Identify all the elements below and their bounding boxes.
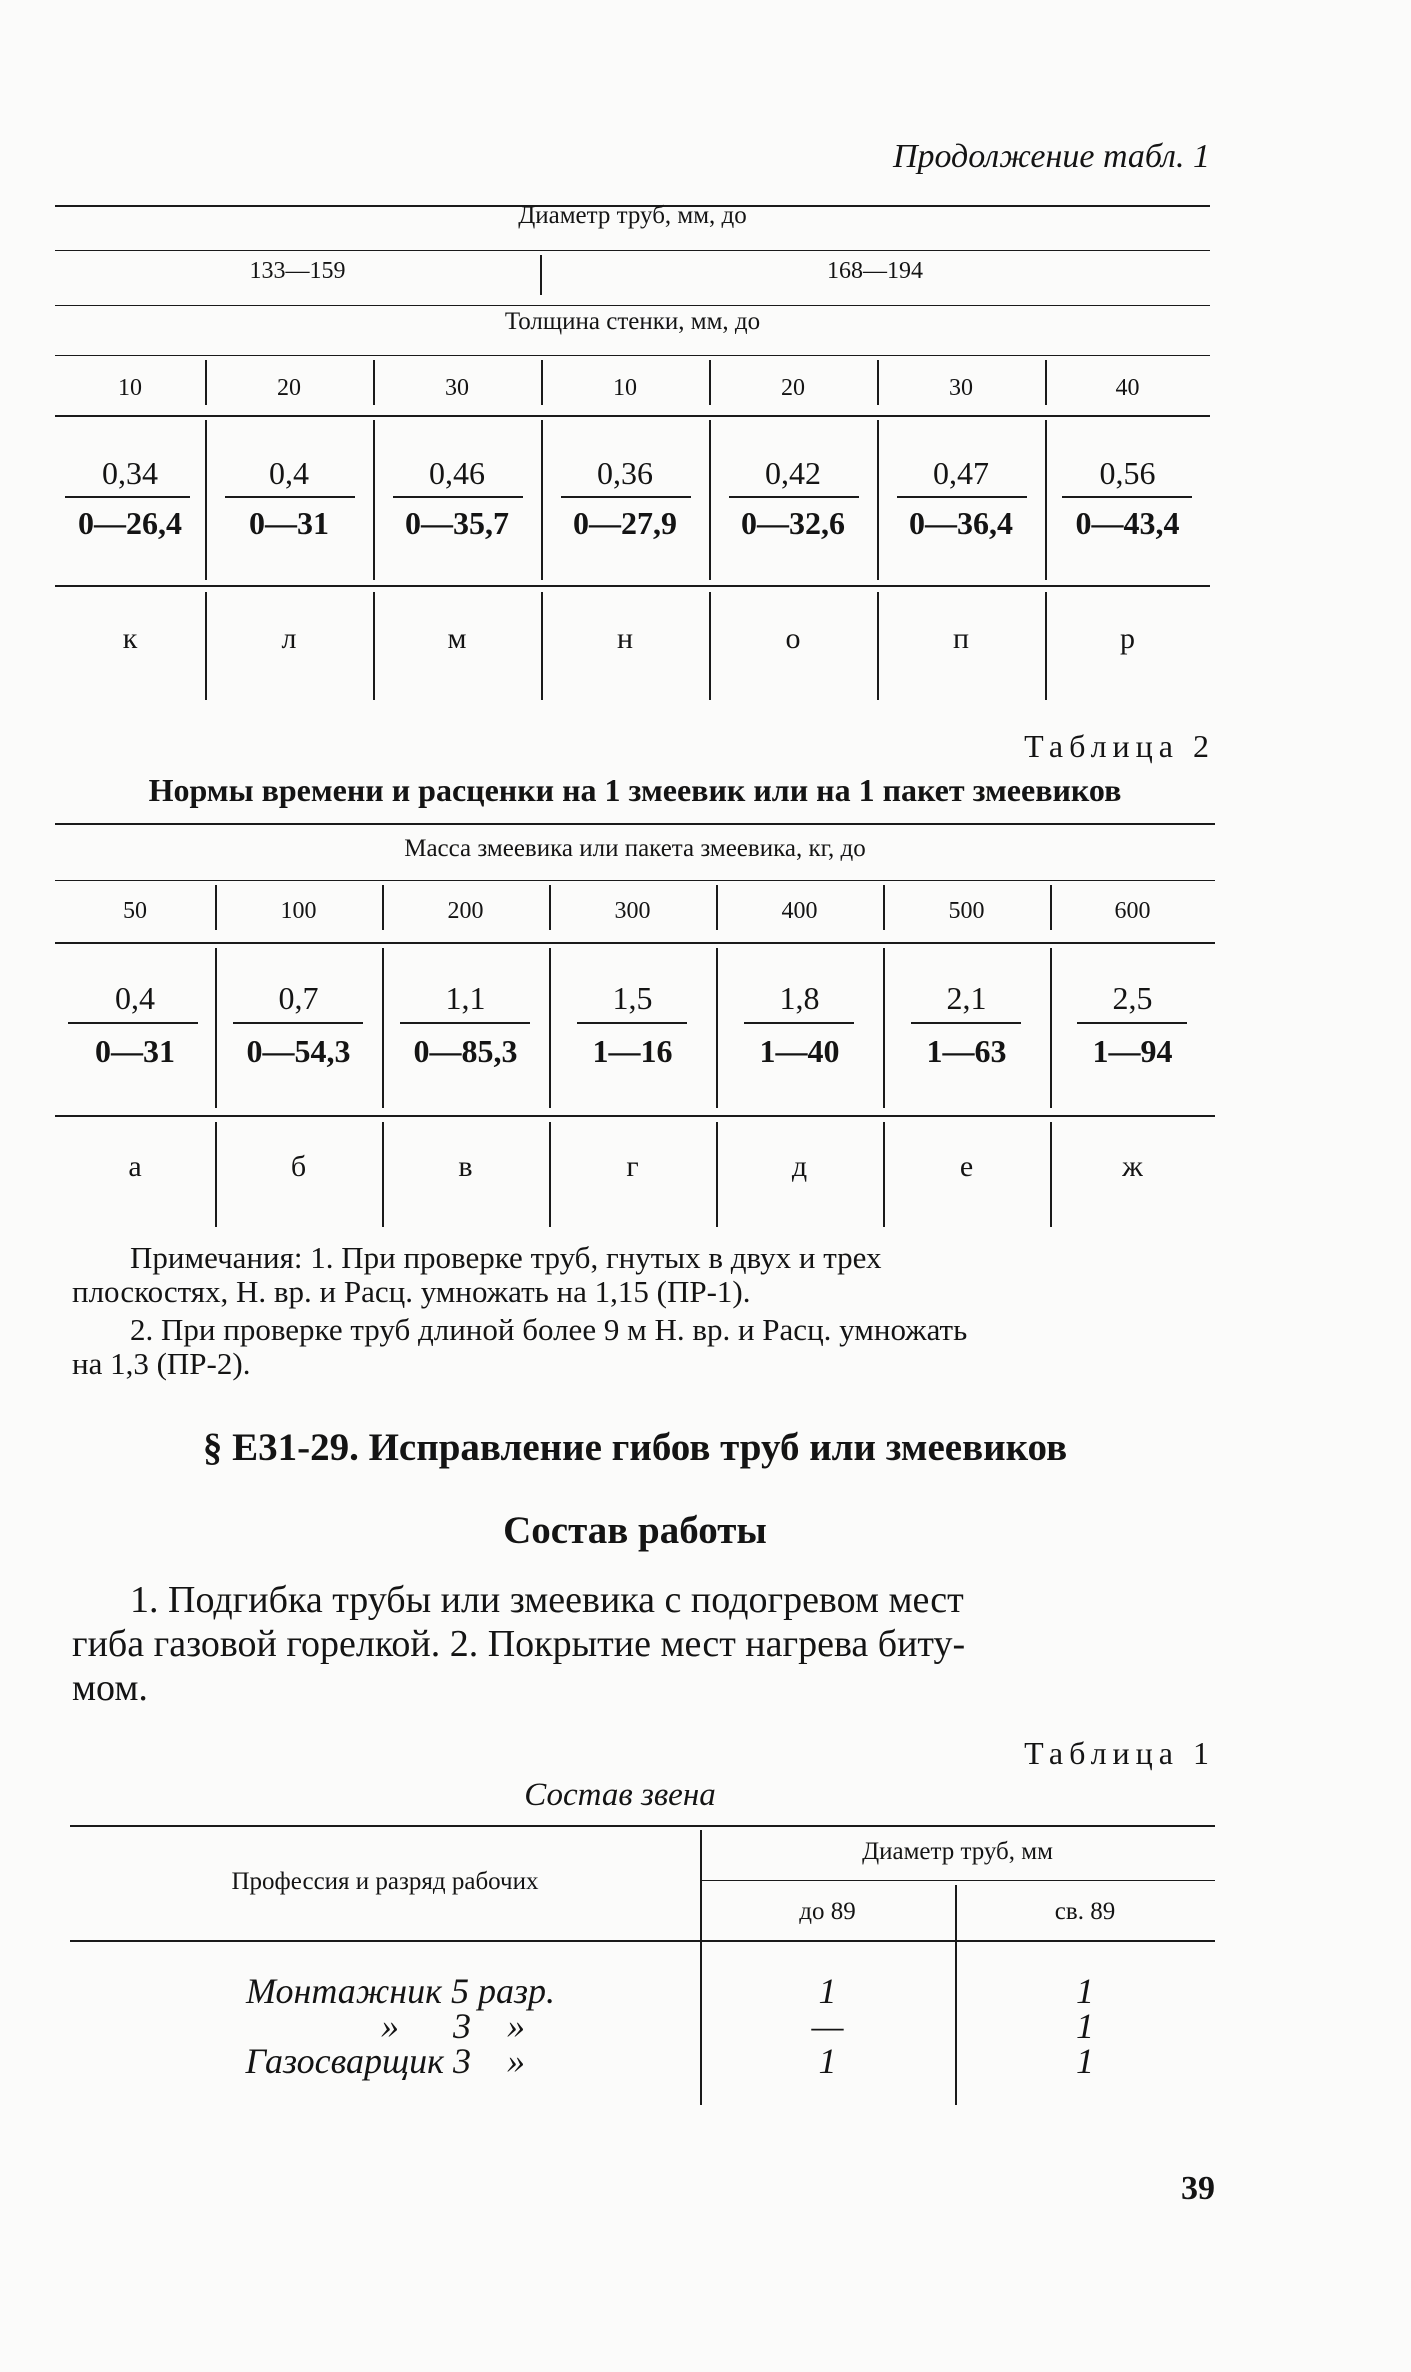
norm-value: 0,4 [115,980,155,1016]
divider [205,592,207,700]
column-letter: о [785,622,801,655]
fraction-bar [577,1022,687,1024]
divider [205,360,207,405]
subcol-header: до 89 [799,1898,856,1925]
wall-cell: 30 [949,375,973,401]
divider [541,360,543,405]
mass-header: Масса змеевика или пакета змеевика, кг, до [404,835,866,862]
continuation-label: Продолжение табл. 1 [892,138,1210,175]
body-line: мом. [72,1667,148,1709]
range-168-194: 168—194 [827,258,923,284]
norm-value: 0,36 [597,455,653,491]
fraction-bar [744,1022,854,1024]
body-line: 1. Подгибка трубы или змеевика с подогревом мест [130,1579,964,1621]
wall-cell: 10 [118,375,142,401]
divider [716,1122,718,1227]
rule [55,1115,1215,1117]
count-cell: 1 [1076,2041,1094,2081]
fraction-bar [65,496,190,498]
divider [716,885,718,930]
column-letter: н [616,622,634,655]
fraction-bar [233,1022,363,1024]
mass-cell: 600 [1114,898,1151,924]
count-cell: 1 [1076,1971,1094,2011]
fraction-bar [1077,1022,1187,1024]
divider [709,360,711,405]
rate-value: 1—63 [926,1033,1007,1069]
table2-label: Таблица 2 [1024,728,1215,764]
column-letter: г [626,1150,639,1183]
divider [549,1122,551,1227]
note-line: на 1,3 (ПР-2). [72,1346,251,1381]
divider [215,1122,217,1227]
profession-cell: Газосварщик 3 » [245,2041,525,2081]
column-letter: б [290,1150,307,1183]
norm-value: 0,7 [278,980,319,1016]
norm-value: 1,1 [445,980,486,1016]
divider [1050,885,1052,930]
divider [541,420,543,580]
section-heading: § Е31-29. Исправление гибов труб или змеевиков [202,1426,1068,1469]
rule [55,355,1210,356]
note-line: плоскостях, Н. вр. и Расц. умножать на 1,15 (ПР-1). [72,1274,751,1309]
fraction-bar [400,1022,530,1024]
rate-value: 0—43,4 [1075,505,1180,541]
norm-value: 0,56 [1099,455,1156,491]
column-letter: е [959,1150,974,1183]
rate-value: 0—32,6 [741,505,845,541]
wall-cell: 10 [613,375,637,401]
rule [55,415,1210,417]
fraction-bar [68,1022,198,1024]
column-letter: ж [1122,1150,1143,1183]
wall-cell: 40 [1115,375,1140,401]
wall-cell: 20 [277,375,301,401]
divider [883,1122,885,1227]
divider [373,592,375,700]
profession-header: Профессия и разряд рабочих [231,1868,539,1895]
rule [55,823,1215,825]
norm-value: 2,1 [946,980,987,1016]
rule [70,1940,1215,1942]
range-133-159: 133—159 [249,258,346,284]
rate-value: 1—94 [1092,1033,1173,1069]
divider [373,420,375,580]
divider [877,592,879,700]
mass-cell: 500 [948,898,985,924]
rate-value: 0—27,9 [573,505,677,541]
subcol-header: св. 89 [1054,1898,1116,1925]
profession-cell: » 3 » [381,2006,525,2046]
note-line: 2. При проверке труб длиной более 9 м Н. вр. и Расц. умножать [130,1312,968,1347]
divider [1050,948,1052,1108]
divider [382,885,384,930]
rate-value: 0—31 [249,505,329,541]
divider [709,592,711,700]
divider [883,948,885,1108]
column-letter: п [952,622,970,655]
fraction-bar [911,1022,1021,1024]
divider [382,1122,384,1227]
divider [373,360,375,405]
rule [55,585,1210,587]
wall-header: Толщина стенки, мм, до [504,308,761,335]
norm-value: 0,46 [429,455,485,491]
rate-value: 0—85,3 [413,1033,518,1069]
table1-title: Состав звена [524,1777,716,1813]
norm-value: 1,5 [612,980,653,1016]
column-letter: м [447,622,467,655]
fraction-bar [1062,496,1192,498]
divider [205,420,207,580]
mass-cell: 300 [614,898,651,924]
divider [382,948,384,1108]
mass-cell: 400 [781,898,818,924]
fraction-bar [561,496,691,498]
count-cell: 1 [818,1971,837,2011]
rate-value: 0—35,7 [405,505,509,541]
norm-value: 1,8 [779,980,820,1016]
column-letter: а [128,1150,142,1183]
rate-value: 0—36,4 [909,505,1013,541]
page-number: 39 [1181,2170,1215,2207]
divider [883,885,885,930]
table1-label: Таблица 1 [1024,1735,1215,1771]
rule [700,1880,1215,1881]
divider [877,360,879,405]
column-letter: л [281,622,297,655]
divider [1045,592,1047,700]
count-cell: — [811,2006,844,2046]
rule [55,942,1215,944]
column-letter: д [791,1150,808,1183]
diameter-header: Диаметр труб, мм [862,1838,1053,1865]
column-letter: к [122,622,138,655]
rate-value: 0—54,3 [246,1033,351,1069]
norm-value: 2,5 [1112,980,1153,1016]
rate-value: 0—26,4 [78,505,182,541]
fraction-bar [225,496,355,498]
count-cell: 1 [1076,2006,1094,2046]
diameter-header: Диаметр труб, мм, до [518,202,747,229]
section-subheading: Состав работы [503,1509,767,1552]
divider [1045,360,1047,405]
body-line: гиба газовой горелкой. 2. Покрытие мест нагрева биту- [72,1623,966,1665]
rule [55,880,1215,881]
norm-value: 0,34 [102,455,158,491]
divider [877,420,879,580]
rate-value: 1—16 [592,1033,673,1069]
divider [215,885,217,930]
norm-value: 0,47 [933,455,989,491]
divider [709,420,711,580]
divider [1045,420,1047,580]
divider [1050,1122,1052,1227]
fraction-bar [897,496,1027,498]
rule [55,305,1210,306]
table2-title: Нормы времени и расценки на 1 змеевик или на 1 пакет змеевиков [148,772,1122,808]
divider [549,948,551,1108]
note-line: Примечания: 1. При проверке труб, гнутых в двух и трех [130,1240,882,1275]
norm-value: 0,42 [765,455,821,491]
rate-value: 0—31 [95,1033,175,1069]
mass-cell: 100 [280,898,317,924]
mass-cell: 200 [447,898,484,924]
fraction-bar [729,496,859,498]
profession-cell: Монтажник 5 разр. [245,1971,555,2011]
rule [55,250,1210,251]
rule [70,1825,1215,1827]
mass-cell: 50 [123,898,147,924]
divider [541,592,543,700]
column-letter: в [458,1150,473,1183]
count-cell: 1 [818,2041,837,2081]
norm-value: 0,4 [269,455,309,491]
divider [549,885,551,930]
rate-value: 1—40 [759,1033,840,1069]
fraction-bar [393,496,523,498]
divider [716,948,718,1108]
wall-cell: 30 [445,375,469,401]
divider [215,948,217,1108]
wall-cell: 20 [781,375,805,401]
column-letter: р [1120,622,1135,655]
